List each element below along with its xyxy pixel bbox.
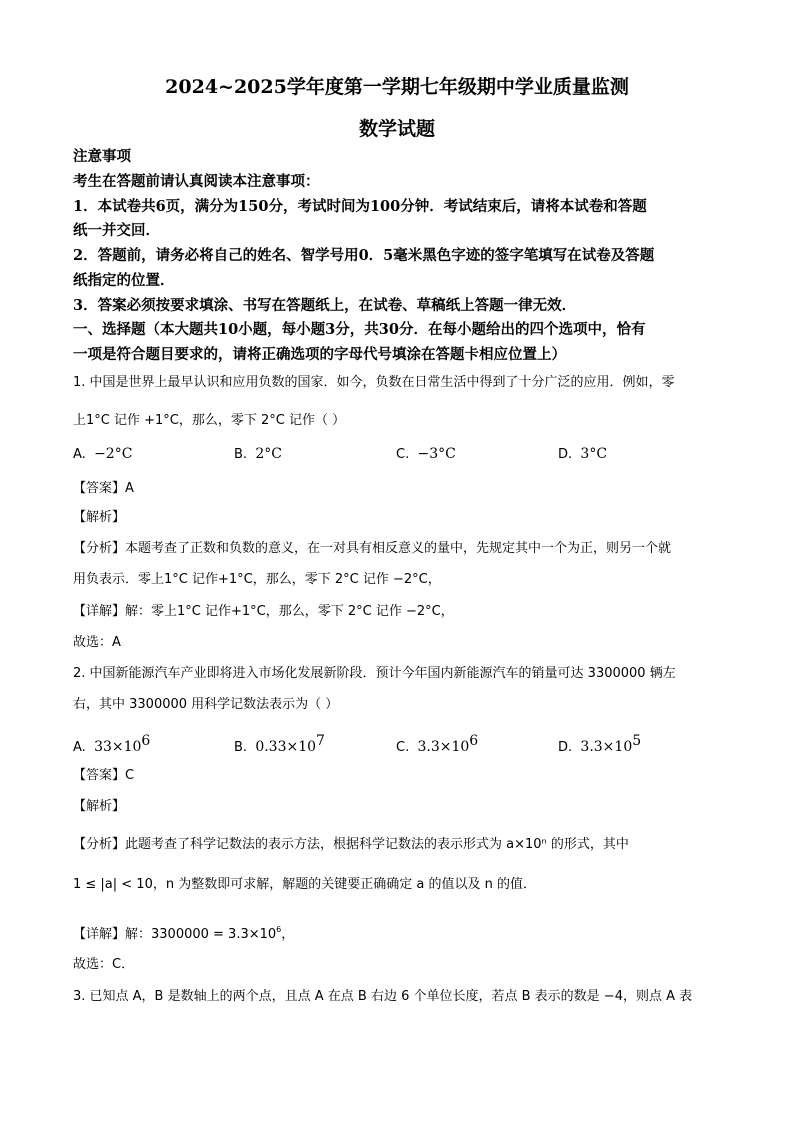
option-value: 33×10 [94,739,142,755]
q1-detail: 【详解】解：零上1°C 记作+1°C，那么，零下 2°C 记作 −2°C， [73,604,454,619]
q2-option-a [73,733,150,755]
notice-item-3: 3．答案必须按要求填涂、书写在答题纸上，在试卷、草稿纸上答题一律无效． [73,297,577,314]
q1-fenxi-line2: 用负表示．零上1°C 记作+1°C，那么，零下 2°C 记作 −2°C， [73,572,441,587]
option-exponent: 6 [469,733,479,749]
option-letter: B. [234,447,248,462]
option-value: 3.3×10 [580,739,633,755]
option-value: 2°C [255,446,282,462]
notice-item-2: 2．答题前，请务必将自己的姓名、智学号用0．5毫米黑色字迹的签字笔填写在试卷及答题 [73,247,655,264]
option-value: 0.33×10 [255,739,317,755]
q2-detail-exponent: 6 [276,925,282,934]
option-exponent: 6 [141,733,151,749]
q1-analysis-tag: 【解析】 [73,510,126,525]
q2-option-c [396,733,478,755]
option-letter: D. [558,740,573,755]
q2-detail-prefix: 【详解】解：3300000 = 3.3×10 [73,927,277,942]
section-heading: 一、选择题（本大题共10小题，每小题3分，共30分．在每小题给出的四个选项中，恰有 [73,321,646,338]
q1-stem-line1: 1. 中国是世界上最早认识和应用负数的国家．如今，负数在日常生活中得到了十分广泛的应用．例如，零 [73,375,675,390]
notice-item-1-cont: 纸一并交回． [73,222,160,239]
option-letter: C. [396,447,410,462]
option-value: 3°C [580,446,608,462]
q1-option-b [234,446,282,462]
notice-item-2-cont: 纸指定的位置． [73,272,175,289]
exam-title: 2024~2025学年度第一学期七年级期中学业质量监测 [165,76,629,98]
option-letter: B. [234,740,248,755]
notice-item-1: 1．本试卷共6页，满分为150分，考试时间为100分钟．考试结束后，请将本试卷和答题 [73,198,647,215]
q2-option-b [234,733,325,755]
notice-heading: 注意事项 [73,148,131,165]
option-value: 3.3×10 [417,739,470,755]
q2-option-d [558,733,641,755]
q3-stem-line1: 3. 已知点 A，B 是数轴上的两个点，且点 A 在点 B 右边 6 个单位长度，若点 B 表示的数是 −4，则点 A 表 [73,989,693,1004]
q1-option-c [396,446,456,462]
q2-choose: 故选：C． [73,957,135,972]
option-letter: A. [73,740,86,755]
q1-option-a [73,446,132,462]
q1-option-d [558,446,607,462]
notice-intro: 考生在答题前请认真阅读本注意事项： [73,173,320,190]
q2-fenxi-line1: 【分析】此题考查了科学记数法的表示方法，根据科学记数法的表示形式为 a×10ⁿ 的形式，其中 [73,837,629,852]
option-exponent: 5 [632,733,642,749]
option-letter: D. [558,447,573,462]
subject-title: 数学试题 [358,118,435,140]
option-value: −3°C [417,446,456,462]
q2-analysis-tag: 【解析】 [73,799,126,814]
q1-answer: 【答案】A [73,481,134,496]
q2-detail [73,920,724,945]
q2-stem-line1: 2. 中国新能源汽车产业即将进入市场化发展新阶段．预计今年国内新能源汽车的销量可达 3300000 辆左 [73,666,676,681]
option-value: −2°C [94,446,133,462]
q2-fenxi-line2: 1 ≤ |a| < 10，n 为整数即可求解，解题的关键要正确确定 a 的值以及 n 的值． [73,877,536,892]
q1-stem-line2: 上1°C 记作 +1°C，那么，零下 2°C 记作（ ） [73,413,346,428]
section-heading-cont: 一项是符合题目要求的，请将正确选项的字母代号填涂在答题卡相应位置上） [73,346,566,363]
q2-stem-line2: 右，其中 3300000 用科学记数法表示为（ ） [73,697,339,712]
q1-fenxi-line1: 【分析】本题考查了正数和负数的意义，在一对具有相反意义的量中，先规定其中一个为正，则另一个就 [73,541,672,556]
option-letter: C. [396,740,410,755]
option-letter: A. [73,447,86,462]
q2-detail-suffix: ， [281,927,295,942]
q2-answer: 【答案】C [73,768,135,783]
q1-choose: 故选：A [73,635,121,650]
option-exponent: 7 [316,733,325,749]
